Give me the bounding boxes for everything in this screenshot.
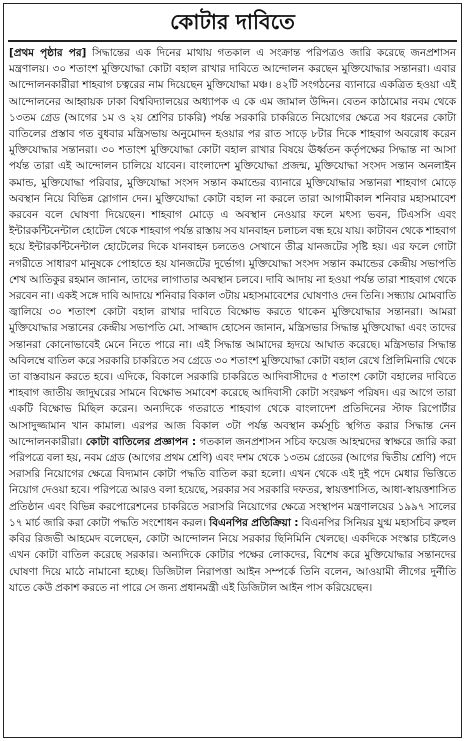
continuation-kicker: [প্রথম পৃষ্ঠার পর] — [9, 47, 87, 59]
news-clipping — [3, 3, 462, 738]
subhead-bnp-reaction: বিএনপির প্রতিক্রিয়া : — [209, 516, 299, 529]
headline: কোটার দাবিতে — [170, 10, 295, 34]
article-body — [4, 42, 461, 596]
subhead-quota-notice: কোটা বাতিলের প্রজ্ঞাপন : — [85, 435, 196, 448]
article-paragraph — [9, 45, 456, 596]
paragraph-text: সিদ্ধান্তের এক দিনের মাথায় গতকাল এ সংক্রান্ত পরিপত্রও জারি করেছে জনপ্রশাসন মন্ত্রণালয়। ৩০ শতাংশ মুক্তিযোদ্ধা কোটা বহাল রাখার দাবিতে আন্দোলন করছেন মুক্তিযোদ্ধার সন্তানরা। এবার আন্দোলনকারীরা শাহবাগ চত্বরের নাম দিয়েছেন মুক্তিযোদ্ধা মঞ্চ। ৪২টি সংগঠনের ব্যানারে একত্রিত হওয়া এই আন্দোলনের আহ্বায়ক ঢাকা বিশ্ববিদ্যালয়ের অধ্যাপক এ কে এম জামাল উদ্দিন। বেতন কাঠামোর নবম থেকে ১৩তম গ্রেড (আগের ১ম ও ২য় শ্রেণির চাকরি) পর্যন্ত সরকারি চাকরিতে নিয়োগের ক্ষেত্রে সব ধরনের কোটা বাতিলের প্রস্তাব গত বুধবার মন্ত্রিসভায় অনুমোদন হওয়ার পর রাত সাড়ে ৮টার দিকে শাহবাগ অবরোধ করেন মুক্তিযোদ্ধার সন্তানরা। ৩০ শতাংশ মুক্তিযোদ্ধা কোটা বহাল রাখার বিষয়ে ঊর্ধ্বতন কর্তৃপক্ষের সিদ্ধান্ত না আসা পর্যন্ত তারা এই আন্দোলন চালিয়ে যাবেন। বাংলাদেশ মুক্তিযোদ্ধা প্রজন্ম, মুক্তিযোদ্ধা সংসদ সন্তান অনলাইন কমান্ড, মুক্তিযোদ্ধা পরিবার, মুক্তিযোদ্ধা সংসদ সন্তান কমান্ডের ব্যানারে মুক্তিযোদ্ধার সন্তানরা শাহবাগ মোড়ে অবস্থান নিয়ে বিভিন্ন স্লোগান দেন। মুক্তিযোদ্ধা কোটা বহাল না করলে তারা আগামীকাল শনিবার মহাসমাবেশ করবেন বলে ঘোষণা দিয়েছেন। শাহবাগ মোড়ে এ অবস্থান নেওয়ার ফলে মৎস্য ভবন, টিএসসি এবং ইন্টারকন্টিনেন্টাল হোটেল থেকে শাহবাগ পর্যন্ত রাস্তায় সব যানবাহন চলাচল বন্ধ হয়ে যায়। কাটাবন থেকে শাহবাগ হয়ে ইন্টারকন্টিনেন্টাল হোটেলের দিকে যানবাহন চলতেও সেখানে তীব্র যানজটের সৃষ্টি হয়। এর ফলে গোটা নগরীতে সাধারণ মানুষকে পোহাতে হয় যানজটের দুর্ভোগ। মুক্তিযোদ্ধা সংসদ সন্তান কমান্ডের কেন্দ্রীয় সভাপতি শেখ আতিকুর রহমান জানান, তাদের লাগাতার অবস্থান চলবে। দাবি আদায় না হওয়া পর্যন্ত তারা শাহবাগ থেকে সরবেন না। একই সঙ্গে দাবি আদায়ে শনিবার বিকাল ৩টায় মহাসমাবেশের ঘোষণাও দেন তিনি। সন্ধ্যায় মোমবাতি জ্বালিয়ে ৩০ শতাংশ কোটা বহাল রাখার দাবিতে বিক্ষোভ করতে থাকেন মুক্তিযোদ্ধার সন্তানরা। আমরা মুক্তিযোদ্ধার সন্তানের কেন্দ্রীয় সভাপতি মো. সাজ্জাদ হোসেন জানান, মন্ত্রিসভার সিদ্ধান্ত মুক্তিযোদ্ধা এবং তাদের সন্তানরা কোনোভাবেই মেনে নিতে পারে না। এই সিদ্ধান্ত আমাদের হৃদয়ে আঘাত করেছে। মন্ত্রিসভার সিদ্ধান্ত অবিলম্বে বাতিল করে সরকারি চাকরিতে সব গ্রেডে ৩০ শতাংশ মুক্তিযোদ্ধা কোটা বহাল রেখে প্রিলিমিনারি থেকে তা বাস্তবায়ন করতে হবে। এদিকে, বিকালে সরকারি চাকরিতে আদিবাসীদের ৫ শতাংশ কোটা বহালের দাবিতে শাহবাগ জাতীয় জাদুঘরের সামনে বিক্ষোভ সমাবেশ করেছে আদিবাসী কোটা সংরক্ষণ পরিষদ। এর আগে তারা একটি বিক্ষোভ মিছিল করেন। অন্যদিকে গতরাতে শাহবাগ থেকে বাংলাদেশ প্রতিদিনের স্টাফ রিপোর্টার আসাদুজ্জামান খান কামাল। এরপর আজ বিকাল ৩টা পর্যন্ত অবস্থান কর্মসূচি স্থগিত করার সিদ্ধান্ত নেন আন্দোলনকারীরা। — [9, 47, 457, 448]
paragraph-text: গতকাল জনপ্রশাসন সচিব ফয়েজ আহম্মদের স্বাক্ষরে জারি করা পরিপত্রে বলা হয়, নবম গ্রেড (আগের প্রথম শ্রেণি) এবং দশম থেকে ১৩তম গ্রেডের (আগের দ্বিতীয় শ্রেণি) পদে সরাসরি নিয়োগের ক্ষেত্রে বিদ্যমান কোটা পদ্ধতি বাতিল করা হলো। এখন থেকে এই দুই পদে মেধার ভিত্তিতে নিয়োগ দেওয়া হবে। পরিপত্রে আরও বলা হয়েছে, সরকার সব সরকারি দফতর, স্বায়ত্তশাসিত, আধা-স্বায়ত্তশাসিত প্রতিষ্ঠান এবং বিভিন্ন করপোরেশনের চাকরিতে সরাসরি নিয়োগের ক্ষেত্রে সংস্থাপন মন্ত্রণালয়ের ১৯৯৭ সালের ১৭ মার্চ জারি করা কোটা পদ্ধতি সংশোধন করল। — [9, 435, 457, 529]
paragraph-text: বিএনপির সিনিয়র যুগ্ম মহাসচিব রুহুল কবির রিজভী আহমেদ বলেছেন, কোটা আন্দোলন নিয়ে সরকার ছিনিমিনি খেলছে। একদিকে সংস্কার চাইলেও এখন কোটা বাতিল করেছে সরকার। অন্যদিকে কোটার পক্ষের লোকদের, বিশেষ করে মুক্তিযোদ্ধার সন্তানদের ঘোষণা দিয়ে মাঠে নামানো হচ্ছে। ডিজিটাল নিরাপত্তা আইন সম্পর্কে তিনি বলেন, আওয়ামী লীগের দুর্নীতি যাতে কেউ প্রকাশ করতে না পারে সে জন্য প্রধানমন্ত্রী এই ডিজিটাল আইন পাস করিয়েছেন। — [9, 516, 457, 594]
